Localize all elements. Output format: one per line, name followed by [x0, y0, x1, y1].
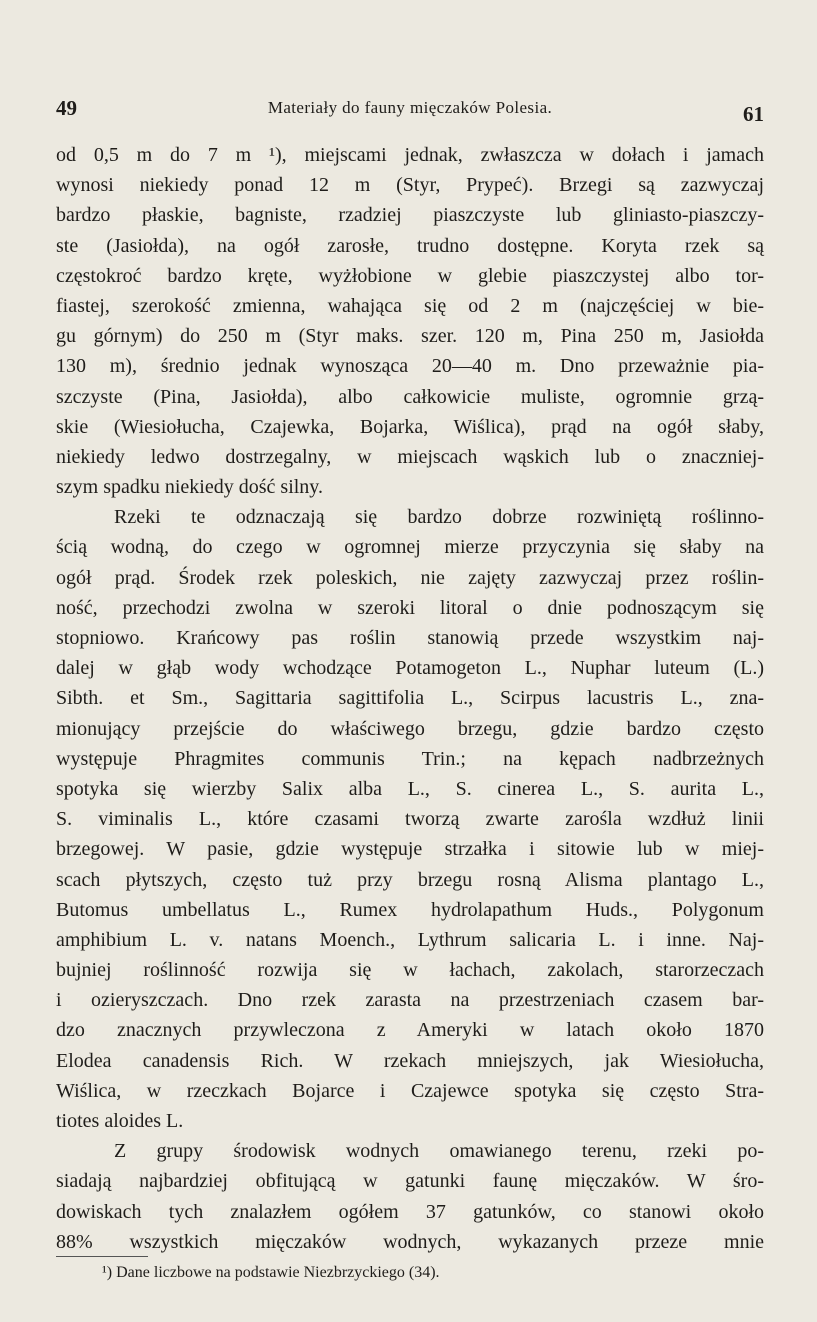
text-line: 130 m), średnio jednak wynosząca 20—40 m. Dno przeważnie pia- [56, 355, 764, 378]
text-line: amphibium L. v. natans Moench., Lythrum salicaria L. i inne. Naj- [56, 928, 764, 951]
text-line: scach płytszych, często tuż przy brzegu rosną Alisma plantago L., [56, 868, 764, 891]
text-line: stopniowo. Krańcowy pas roślin stanowią przede wszystkim naj- [56, 627, 764, 649]
text-line: Rzeki te odznaczają się bardzo dobrze rozwiniętą roślinno- [114, 506, 764, 529]
text-line: spotyka się wierzby Salix alba L., S. cinerea L., S. aurita L., [56, 777, 764, 800]
text-line: dowiskach tych znalazłem ogółem 37 gatunków, co stanowi około [56, 1200, 764, 1223]
text-line: ścią wodną, do czego w ogromnej mierze przyczynia się słaby na [56, 536, 764, 559]
text-line: brzegowej. W pasie, gdzie występuje strzałka i sitowie lub w miej- [56, 838, 764, 861]
text-line: Wiślica, w rzeczkach Bojarce i Czajewce spotyka się często Stra- [56, 1079, 764, 1102]
text-line: skie (Wiesiołucha, Czajewka, Bojarka, Wiślica), prąd na ogół słaby, [56, 415, 764, 438]
text-line: bardzo płaskie, bagniste, rzadziej piaszczyste lub gliniasto-piaszczy- [56, 204, 764, 227]
page-header [56, 96, 764, 126]
text-line: tiotes aloides L. [56, 1110, 184, 1132]
text-line: dzo znacznych przywleczona z Ameryki w latach około 1870 [56, 1019, 764, 1042]
text-line: częstokroć bardzo kręte, wyżłobione w glebie piaszczystej albo tor- [56, 264, 764, 287]
text-line: od 0,5 m do 7 m ¹), miejscami jednak, zwłaszcza w dołach i jamach [56, 144, 764, 166]
text-line: Z grupy środowisk wodnych omawianego terenu, rzeki po- [114, 1140, 764, 1163]
text-line: mionujący przejście do właściwego brzegu, gdzie bardzo często [56, 717, 764, 740]
body-text [56, 140, 764, 1257]
text-line: gu górnym) do 250 m (Styr maks. szer. 120 m, Pina 250 m, Jasiołda [56, 325, 764, 348]
page-number-left: 49 [56, 96, 77, 120]
text-line: Butomus umbellatus L., Rumex hydrolapathum Huds., Polygonum [56, 898, 764, 921]
text-line: fiastej, szerokość zmienna, wahająca się od 2 m (najczęściej w bie- [56, 294, 764, 317]
text-line: ste (Jasiołda), na ogół zarosłe, trudno dostępne. Koryta rzek są [56, 234, 764, 257]
text-line: wynosi niekiedy ponad 12 m (Styr, Prypeć). Brzegi są zazwyczaj [56, 174, 764, 197]
text-line: i ozieryszczach. Dno rzek zarasta na przestrzeniach czasem bar- [56, 989, 764, 1012]
text-line: Sibth. et Sm., Sagittaria sagittifolia L., Scirpus lacustris L., zna- [56, 687, 764, 710]
page-number-right: 61 [743, 102, 764, 126]
text-line: Elodea canadensis Rich. W rzekach mniejszych, jak Wiesiołucha, [56, 1049, 764, 1072]
footnote-rule [56, 1256, 148, 1257]
text-line: siadają najbardziej obfitującą w gatunki faunę mięczaków. W śro- [56, 1170, 764, 1193]
running-title: Materiały do fauny mięczaków Polesia. [267, 98, 553, 117]
text-line: S. viminalis L., które czasami tworzą zwarte zarośla wzdłuż linii [56, 808, 764, 831]
text-line: ogół prąd. Środek rzek poleskich, nie zajęty zazwyczaj przez roślin- [56, 566, 764, 589]
text-line: dalej w głąb wody wchodzące Potamogeton L., Nuphar luteum (L.) [56, 657, 764, 680]
text-line: występuje Phragmites communis Trin.; na kępach nadbrzeżnych [56, 747, 764, 770]
text-line: szym spadku niekiedy dość silny. [56, 476, 324, 499]
text-line: niekiedy ledwo dostrzegalny, w miejscach wąskich lub o znaczniej- [56, 445, 764, 468]
text-line: ność, przechodzi zwolna w szeroki litoral o dnie podnoszącym się [56, 596, 764, 619]
text-line: szczyste (Pina, Jasiołda), albo całkowicie muliste, ogromnie grzą- [56, 385, 764, 408]
text-line: 88% wszystkich mięczaków wodnych, wykazanych przeze mnie [56, 1230, 764, 1253]
text-line: bujniej roślinność rozwija się w łachach, zakolach, starorzeczach [56, 959, 764, 982]
footnote: ¹) Dane liczbowe na podstawie Niezbrzyckiego (34). [102, 1264, 440, 1281]
